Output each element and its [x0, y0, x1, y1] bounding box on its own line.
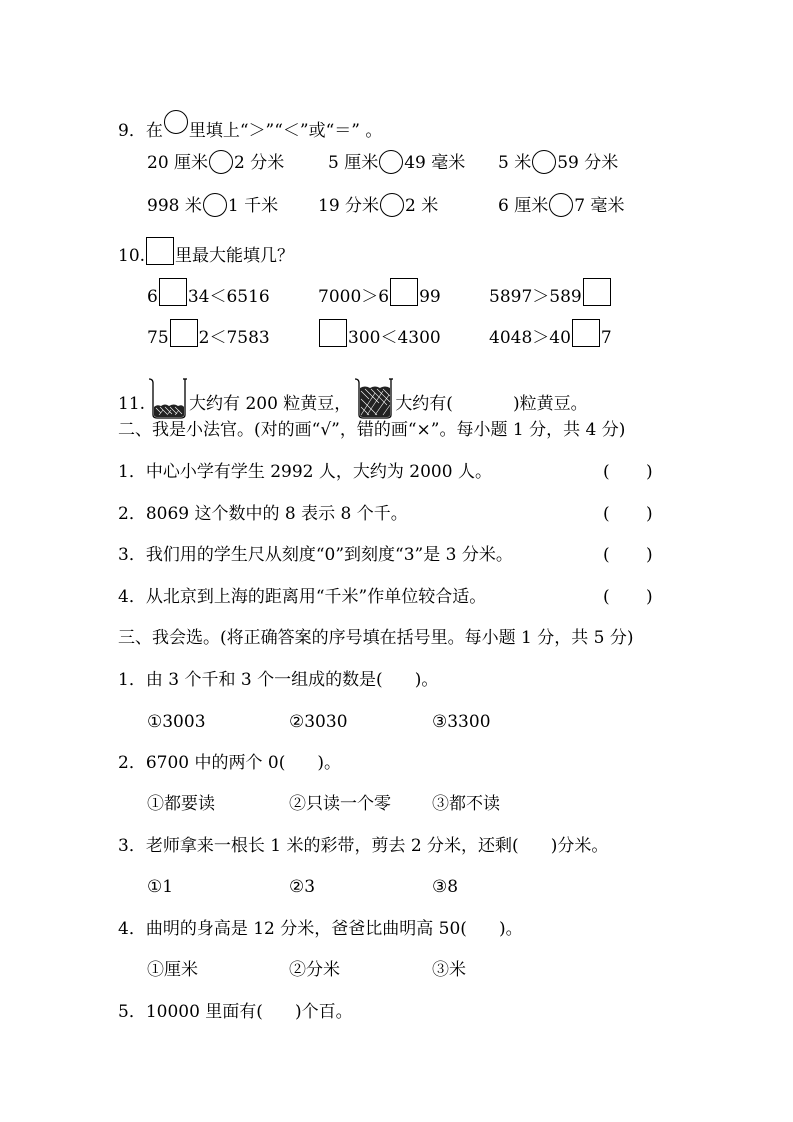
q10-number-part: 34＜6516 [187, 287, 270, 307]
q9-right-value: 2 分米 [234, 153, 285, 173]
digit-box-blank[interactable] [572, 319, 600, 347]
q11 [118, 377, 588, 414]
question-text-end: )。 [317, 753, 341, 773]
compare-circle [164, 110, 188, 134]
option-3[interactable]: ③8 [432, 877, 459, 897]
compare-circle-blank[interactable] [379, 150, 403, 174]
question-text-end: )。 [498, 919, 523, 939]
q11-part3: )粒黄豆。 [512, 394, 588, 414]
option-2[interactable]: ②3030 [289, 712, 348, 732]
section3-q1 [118, 668, 438, 692]
answer-paren-open: ( [603, 504, 610, 524]
digit-box-blank[interactable] [170, 319, 198, 347]
digit-box-blank[interactable] [159, 278, 187, 306]
q10-number-part: 2＜7583 [198, 328, 270, 348]
option-3[interactable]: ③3300 [432, 712, 491, 732]
q10-prompt [118, 237, 295, 266]
q10-number-part: 99 [419, 287, 441, 307]
q9-right-value: 1 千米 [227, 196, 279, 216]
digit-box-blank[interactable] [390, 278, 418, 306]
q10-number-part: 7 [600, 328, 612, 348]
digit-box [146, 237, 174, 265]
q9-row2-item3 [498, 193, 624, 217]
question-text: 4．曲明的身高是 12 分米，爸爸比曲明高 50( [118, 919, 467, 939]
q10-item2 [318, 278, 441, 307]
compare-circle-blank[interactable] [532, 150, 556, 174]
q10-item6 [489, 319, 612, 348]
q9-row2-item1 [147, 193, 278, 217]
compare-circle-blank[interactable] [209, 150, 233, 174]
answer-paren-open: ( [603, 545, 610, 565]
option-1[interactable]: ①3003 [147, 712, 206, 732]
q10-number-part: 6 [147, 287, 158, 307]
answer-paren-close[interactable]: ) [646, 504, 653, 524]
option-2[interactable]: ②3 [289, 877, 316, 897]
q9-row1-item2 [328, 150, 465, 174]
digit-box-blank[interactable] [583, 278, 611, 306]
section3-heading: 三、我会选。(将正确答案的序号填在括号里。每小题 1 分，共 5 分) [118, 628, 634, 648]
q9-left-value: 5 米 [498, 153, 532, 173]
answer-paren-open: ( [603, 462, 610, 482]
q9-number: 9．在 [118, 121, 163, 141]
answer-paren-close[interactable]: ) [646, 587, 653, 607]
option-3[interactable]: ③都不读 [432, 794, 500, 814]
section3-q4 [118, 917, 523, 941]
q9-right-value: 49 毫米 [404, 153, 466, 173]
q10-instruction: 里最大能填几？ [175, 246, 295, 266]
q10-number: 10. [118, 246, 146, 266]
jar-small-beans-icon [147, 377, 187, 419]
q11-part1: 大约有 200 粒黄豆， [189, 394, 352, 414]
answer-paren-open: ( [603, 587, 610, 607]
compare-circle-blank[interactable] [380, 193, 404, 217]
q9-left-value: 19 分米 [318, 196, 380, 216]
compare-circle-blank[interactable] [549, 193, 573, 217]
answer-paren-close[interactable]: ) [646, 462, 653, 482]
q10-item5 [318, 319, 441, 348]
q10-number-part: 5897＞589 [489, 287, 582, 307]
option-2[interactable]: ②只读一个零 [289, 794, 391, 814]
section3-q5 [118, 1000, 353, 1024]
section2-item-1: 1．中心小学有学生 2992 人，大约为 2000 人。 [118, 462, 492, 482]
q9-right-value: 59 分米 [557, 153, 619, 173]
q10-item4 [147, 319, 270, 348]
q9-row2-item2 [318, 193, 438, 217]
question-text-end: )。 [414, 670, 439, 690]
question-text-end: )个百。 [294, 1002, 353, 1022]
q9-prompt [118, 110, 383, 141]
option-1[interactable]: ①厘米 [147, 960, 198, 980]
question-text: 3．老师拿来一根长 1 米的彩带，剪去 2 分米，还剩( [118, 836, 519, 856]
digit-box-blank[interactable] [319, 319, 347, 347]
question-text-end: )分米。 [550, 836, 609, 856]
q9-instruction: 里填上“＞”“＜”或“＝” 。 [188, 121, 383, 141]
q9-left-value: 998 米 [147, 196, 202, 216]
option-1[interactable]: ①1 [147, 877, 174, 897]
jar-full-beans-icon [353, 377, 393, 419]
q9-right-value: 2 米 [405, 196, 439, 216]
q10-item3 [489, 278, 612, 307]
option-3[interactable]: ③米 [432, 960, 466, 980]
q9-left-value: 5 厘米 [328, 153, 379, 173]
question-text: 2．6700 中的两个 0( [118, 753, 286, 773]
question-text: 5．10000 里面有( [118, 1002, 263, 1022]
compare-circle-blank[interactable] [203, 193, 227, 217]
q10-item1 [147, 278, 270, 307]
q10-number-part: 75 [147, 328, 169, 348]
section2-item-3: 3．我们用的学生尺从刻度“0”到刻度“3”是 3 分米。 [118, 545, 513, 565]
q10-number-part: 300＜4300 [348, 328, 441, 348]
answer-paren-close[interactable]: ) [646, 545, 653, 565]
q10-number-part: 7000＞6 [318, 287, 390, 307]
q10-number-part: 4048＞40 [489, 328, 571, 348]
section2-item-4: 4．从北京到上海的距离用“千米”作单位较合适。 [118, 587, 487, 607]
q9-row1-item3 [498, 150, 618, 174]
section3-q2 [118, 751, 341, 775]
question-text: 1．由 3 个千和 3 个一组成的数是( [118, 670, 383, 690]
q11-number: 11. [118, 394, 146, 414]
q9-left-value: 20 厘米 [147, 153, 209, 173]
q9-row1-item1 [147, 150, 284, 174]
q11-part2: 大约有( [395, 394, 453, 414]
q9-left-value: 6 厘米 [498, 196, 549, 216]
q9-right-value: 7 毫米 [574, 196, 625, 216]
option-2[interactable]: ②分米 [289, 960, 340, 980]
option-1[interactable]: ①都要读 [147, 794, 215, 814]
section3-q3 [118, 834, 608, 858]
section2-heading: 二、我是小法官。(对的画“√”，错的画“×”。每小题 1 分，共 4 分) [118, 420, 626, 440]
section2-item-2: 2．8069 这个数中的 8 表示 8 个千。 [118, 504, 408, 524]
